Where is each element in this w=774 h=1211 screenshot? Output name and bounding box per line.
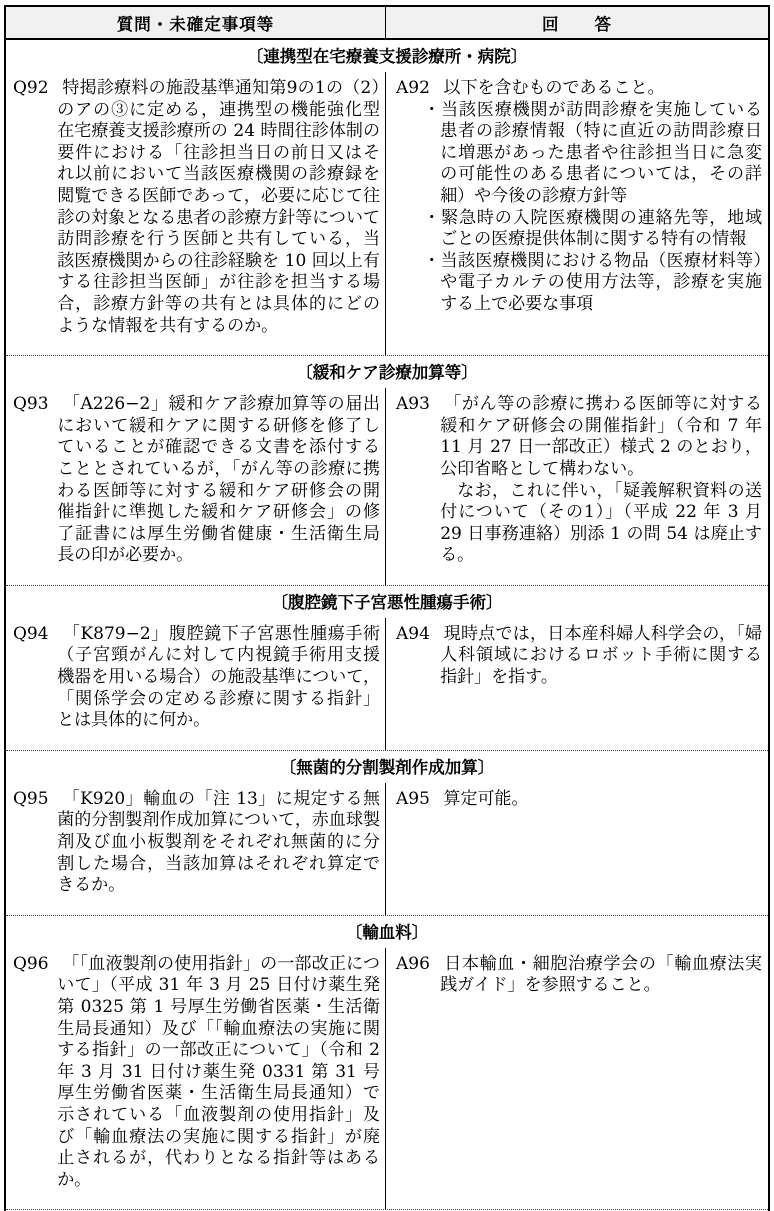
qa-row [6, 388, 768, 585]
qa-paragraph: Q93 「A226−2」緩和ケア診療加算等の届出において緩和ケアに関する研修を修了していることが確認できる文書を添付することとされているが，「がん等の診療に携わる医師等に対する緩和ケア研修会の開催指針に準拠した緩和ケア研修会」の修了証書には厚生労働省健康・生活衛生局長の印が必要か。 [13, 394, 380, 566]
qa-row [6, 72, 768, 355]
qa-number: Q96 [13, 953, 49, 974]
question-cell [6, 618, 386, 750]
qa-number: Q95 [13, 788, 49, 809]
qa-paragraph: ・緊急時の入院医療機関の連絡先等，地域ごとの医療提供体制に関する特有の情報 [423, 207, 762, 250]
section-title: 〔腹腔鏡下子宮悪性腫瘍手術〕 [271, 592, 503, 612]
qa-row [6, 948, 768, 1210]
qa-number: A93 [396, 394, 430, 415]
answer-cell [386, 388, 768, 585]
qa-paragraph: Q95 「K920」輸血の「注 13」に規定する無菌的分割製剤作成加算について，赤血球製剤及び血小板製剤をそれぞれ無菌的に分割した場合，当該加算はそれぞれ算定できるか。 [13, 788, 380, 896]
qa-number: Q92 [13, 78, 49, 98]
qa-paragraph: A96 日本輸血・細胞治療学会の「輸血療法実践ガイド」を参照すること。 [396, 953, 762, 996]
table-header-row [6, 7, 768, 40]
qa-paragraph: ・当該医療機関が訪問診療を実施している患者の診療情報（特に直近の訪問診療日に増悪があった患者や往診担当日に急変の可能性のある患者については，その詳細）や今後の診療方針等 [423, 99, 762, 206]
qa-paragraph: A94 現時点では，日本産科婦人科学会の，「婦人科領域におけるロボット手術に関する指針」を指す。 [396, 623, 762, 688]
qa-paragraph: A95 算定可能。 [396, 788, 529, 809]
qa-number: A95 [396, 788, 430, 809]
qa-row [6, 618, 768, 750]
qa-table-body [6, 40, 768, 1210]
qa-number: A92 [396, 78, 430, 98]
section-title: 〔無菌的分割製剤作成加算〕 [279, 757, 495, 777]
qa-paragraph: Q92 特掲診療料の施設基準通知第9の1の（2）のアの③に定める，連携型の機能強化型在宅療養支援診療所の 24 時間往診体制の要件における「往診担当日の前日又はそれ以前において当該医療機関の診療録を閲覧できる医師であって，必要に応じて往診の対象となる患者の診療方針等について訪問診療を行う医師と共有している，当該医療機関からの往診経験を 10 回以上有する往診担当医師」が往診を担当する場合，診療方針等の共有とは具体的にどのような情報を共有するのか。 [13, 78, 380, 336]
qa-paragraph: ・当該医療機関における物品（医療材料等）や電子カルテの使用方法等，診療を実施する上で必要な事項 [423, 250, 762, 314]
qa-number: A94 [396, 623, 430, 644]
qa-paragraph: A92 以下を含むものであること。 [396, 78, 665, 98]
section-title: 〔連携型在宅療養支援診療所・病院〕 [246, 47, 528, 66]
dotted-separator [6, 1209, 768, 1210]
qa-paragraph: Q96 「「血液製剤の使用指針」の一部改正について」（平成 31 年 3 月 25 日付け薬生発第 0325 第 1 号厚生労働省医薬・生活衛生局長通知）及び「「輸血療法の実施に関する指針」の一部改正について」（令和 2 年 3 月 31 日付け薬生発 0331 第 31 号厚生労働省医薬・生活衛生局長通知）で示されている「血液製剤の使用指針」及び「輸血療法の実施に関する指針」が廃止されるが，代わりとなる指針等はあるか。 [13, 953, 380, 1190]
answer-cell [386, 618, 768, 750]
answer-cell [386, 948, 768, 1210]
qa-paragraph: Q94 「K879−2」腹腔鏡下子宮悪性腫瘍手術（子宮頸がんに対して内視鏡手術用支援機器を用いる場合）の施設基準について，「関係学会の定める診療に関する指針」とは具体的に何か。 [13, 623, 380, 731]
question-cell [6, 388, 386, 585]
answer-cell [386, 72, 768, 355]
qa-number: Q94 [13, 623, 49, 644]
section-title: 〔輸血料〕 [345, 922, 429, 942]
qa-number: Q93 [13, 394, 49, 415]
qa-paragraph: A93 「がん等の診療に携わる医師等に対する緩和ケア研修会の開催指針」（令和 7 年 11 月 27 日一部改正）様式 2 のとおり，公印省略として構わない。 [396, 394, 762, 479]
qa-table [4, 5, 770, 1211]
question-cell [6, 72, 386, 355]
question-column-header: 質問・未確定事項等 [6, 7, 386, 38]
qa-number: A96 [396, 953, 430, 974]
qa-paragraph: なお，これに伴い，「疑義解釈資料の送付について（その1）」（平成 22 年 3 月 29 日事務連絡）別添 1 の問 54 は廃止する。 [440, 480, 762, 566]
question-cell [6, 948, 386, 1210]
section-title: 〔緩和ケア診療加算等〕 [296, 363, 478, 383]
answer-column-header: 回 答 [542, 14, 612, 34]
question-cell [6, 783, 386, 915]
qa-row [6, 783, 768, 915]
answer-cell [386, 783, 768, 915]
